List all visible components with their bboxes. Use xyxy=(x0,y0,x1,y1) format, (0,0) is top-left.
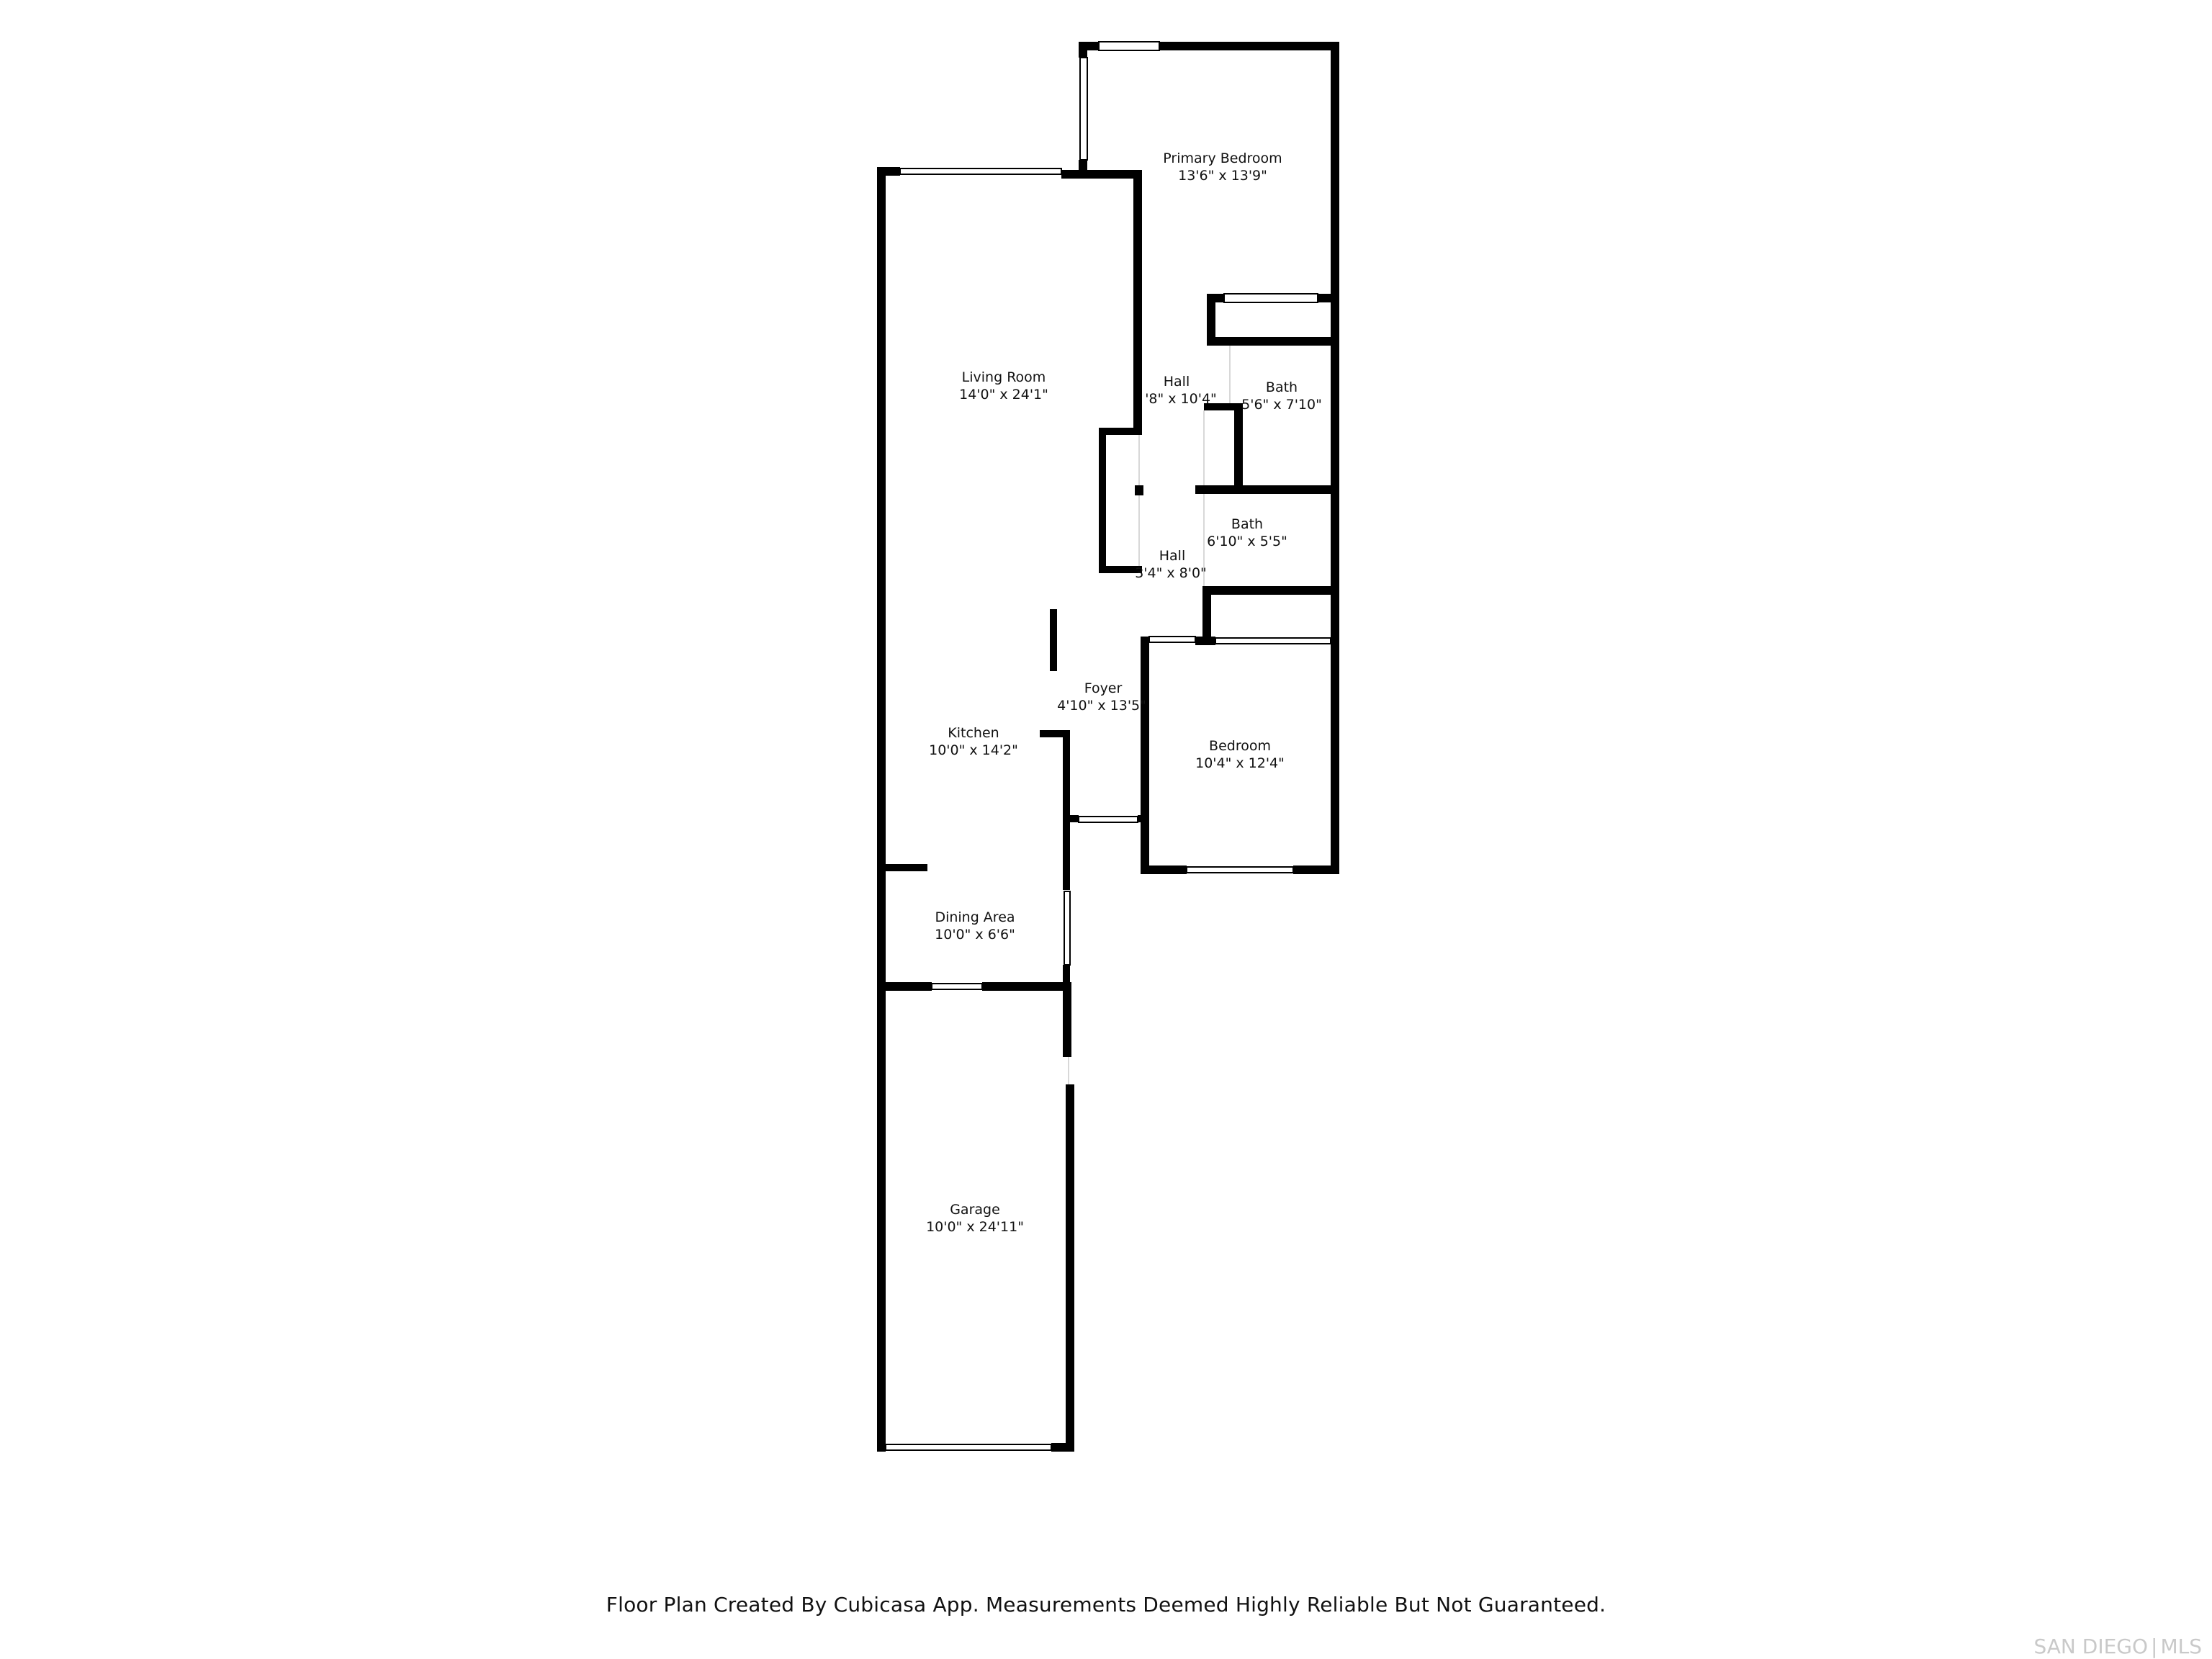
wall xyxy=(877,1443,886,1452)
san-diego-mls-logo xyxy=(2033,1635,2202,1658)
room-size-dining-area: 10'0" x 6'6" xyxy=(935,927,1015,943)
wall xyxy=(1204,586,1339,595)
room-name-garage: Garage xyxy=(950,1202,1000,1218)
wall xyxy=(1099,428,1106,573)
wall xyxy=(1141,637,1149,642)
room-size-bedroom: 10'4" x 12'4" xyxy=(1195,755,1285,771)
room-size-garage: 10'0" x 24'11" xyxy=(926,1219,1024,1235)
room-name-foyer: Foyer xyxy=(1084,680,1123,696)
wall xyxy=(1141,637,1149,874)
wall xyxy=(1207,337,1339,346)
wall xyxy=(1195,637,1215,645)
room-name-kitchen: Kitchen xyxy=(948,725,999,741)
wall xyxy=(1202,586,1211,641)
window xyxy=(1064,891,1070,965)
window xyxy=(1079,817,1138,822)
room-size-bath-lower: 6'10" x 5'5" xyxy=(1207,534,1287,549)
window xyxy=(1099,42,1159,50)
window xyxy=(1224,294,1318,302)
wall xyxy=(1051,1443,1074,1452)
disclaimer-note: Floor Plan Created By Cubicasa App. Measurements Deemed Highly Reliable But Not Guaranteed. xyxy=(606,1593,1606,1617)
window xyxy=(886,1444,1051,1450)
wall xyxy=(1331,42,1339,874)
room-name-primary-bedroom: Primary Bedroom xyxy=(1163,150,1282,166)
wall xyxy=(1133,170,1142,431)
wall xyxy=(877,982,932,991)
wall xyxy=(982,982,1070,991)
window xyxy=(1215,638,1331,644)
window xyxy=(932,984,982,989)
wall xyxy=(1318,294,1339,302)
wall xyxy=(1063,730,1070,822)
wall xyxy=(1079,160,1087,171)
wall xyxy=(1293,866,1339,874)
room-name-bath-upper: Bath xyxy=(1265,379,1298,395)
wall xyxy=(1141,866,1187,874)
wall xyxy=(1207,294,1224,302)
wall xyxy=(1063,815,1070,890)
wall xyxy=(1079,42,1087,58)
wall xyxy=(1066,1084,1074,1452)
room-name-hall-lower: Hall xyxy=(1159,548,1186,564)
room-name-bedroom: Bedroom xyxy=(1209,738,1271,754)
room-size-hall-lower: 3'4" x 8'0" xyxy=(1135,565,1207,581)
room-name-dining-area: Dining Area xyxy=(935,909,1015,925)
wall xyxy=(1050,609,1057,671)
wall xyxy=(1138,815,1149,822)
wall xyxy=(877,167,886,1452)
wall xyxy=(1135,485,1143,495)
room-size-kitchen: 10'0" x 14'2" xyxy=(929,742,1018,758)
room-name-hall-upper: Hall xyxy=(1163,374,1190,390)
wall xyxy=(877,864,927,871)
window xyxy=(1149,637,1195,642)
wall xyxy=(1195,485,1339,494)
room-labels xyxy=(926,150,1322,1235)
wall xyxy=(877,167,900,176)
wall xyxy=(1061,170,1141,179)
room-size-bath-upper: 5'6" x 7'10" xyxy=(1241,397,1322,413)
room-size-primary-bedroom: 13'6" x 13'9" xyxy=(1178,168,1267,184)
wall xyxy=(1063,982,1071,1057)
window xyxy=(1187,867,1293,873)
room-size-foyer: 4'10" x 13'5" xyxy=(1057,698,1146,714)
room-name-bath-lower: Bath xyxy=(1231,516,1264,532)
room-size-hall-upper: '8" x 10'4" xyxy=(1145,391,1217,407)
logo-separator: | xyxy=(2151,1635,2158,1658)
wall xyxy=(1234,403,1243,493)
room-size-living-room: 14'0" x 24'1" xyxy=(959,387,1048,403)
window xyxy=(900,168,1061,174)
logo-text-right: MLS xyxy=(2160,1635,2202,1658)
window xyxy=(1080,58,1087,160)
logo-text-left: SAN DIEGO xyxy=(2033,1635,2149,1658)
room-name-living-room: Living Room xyxy=(961,369,1046,385)
